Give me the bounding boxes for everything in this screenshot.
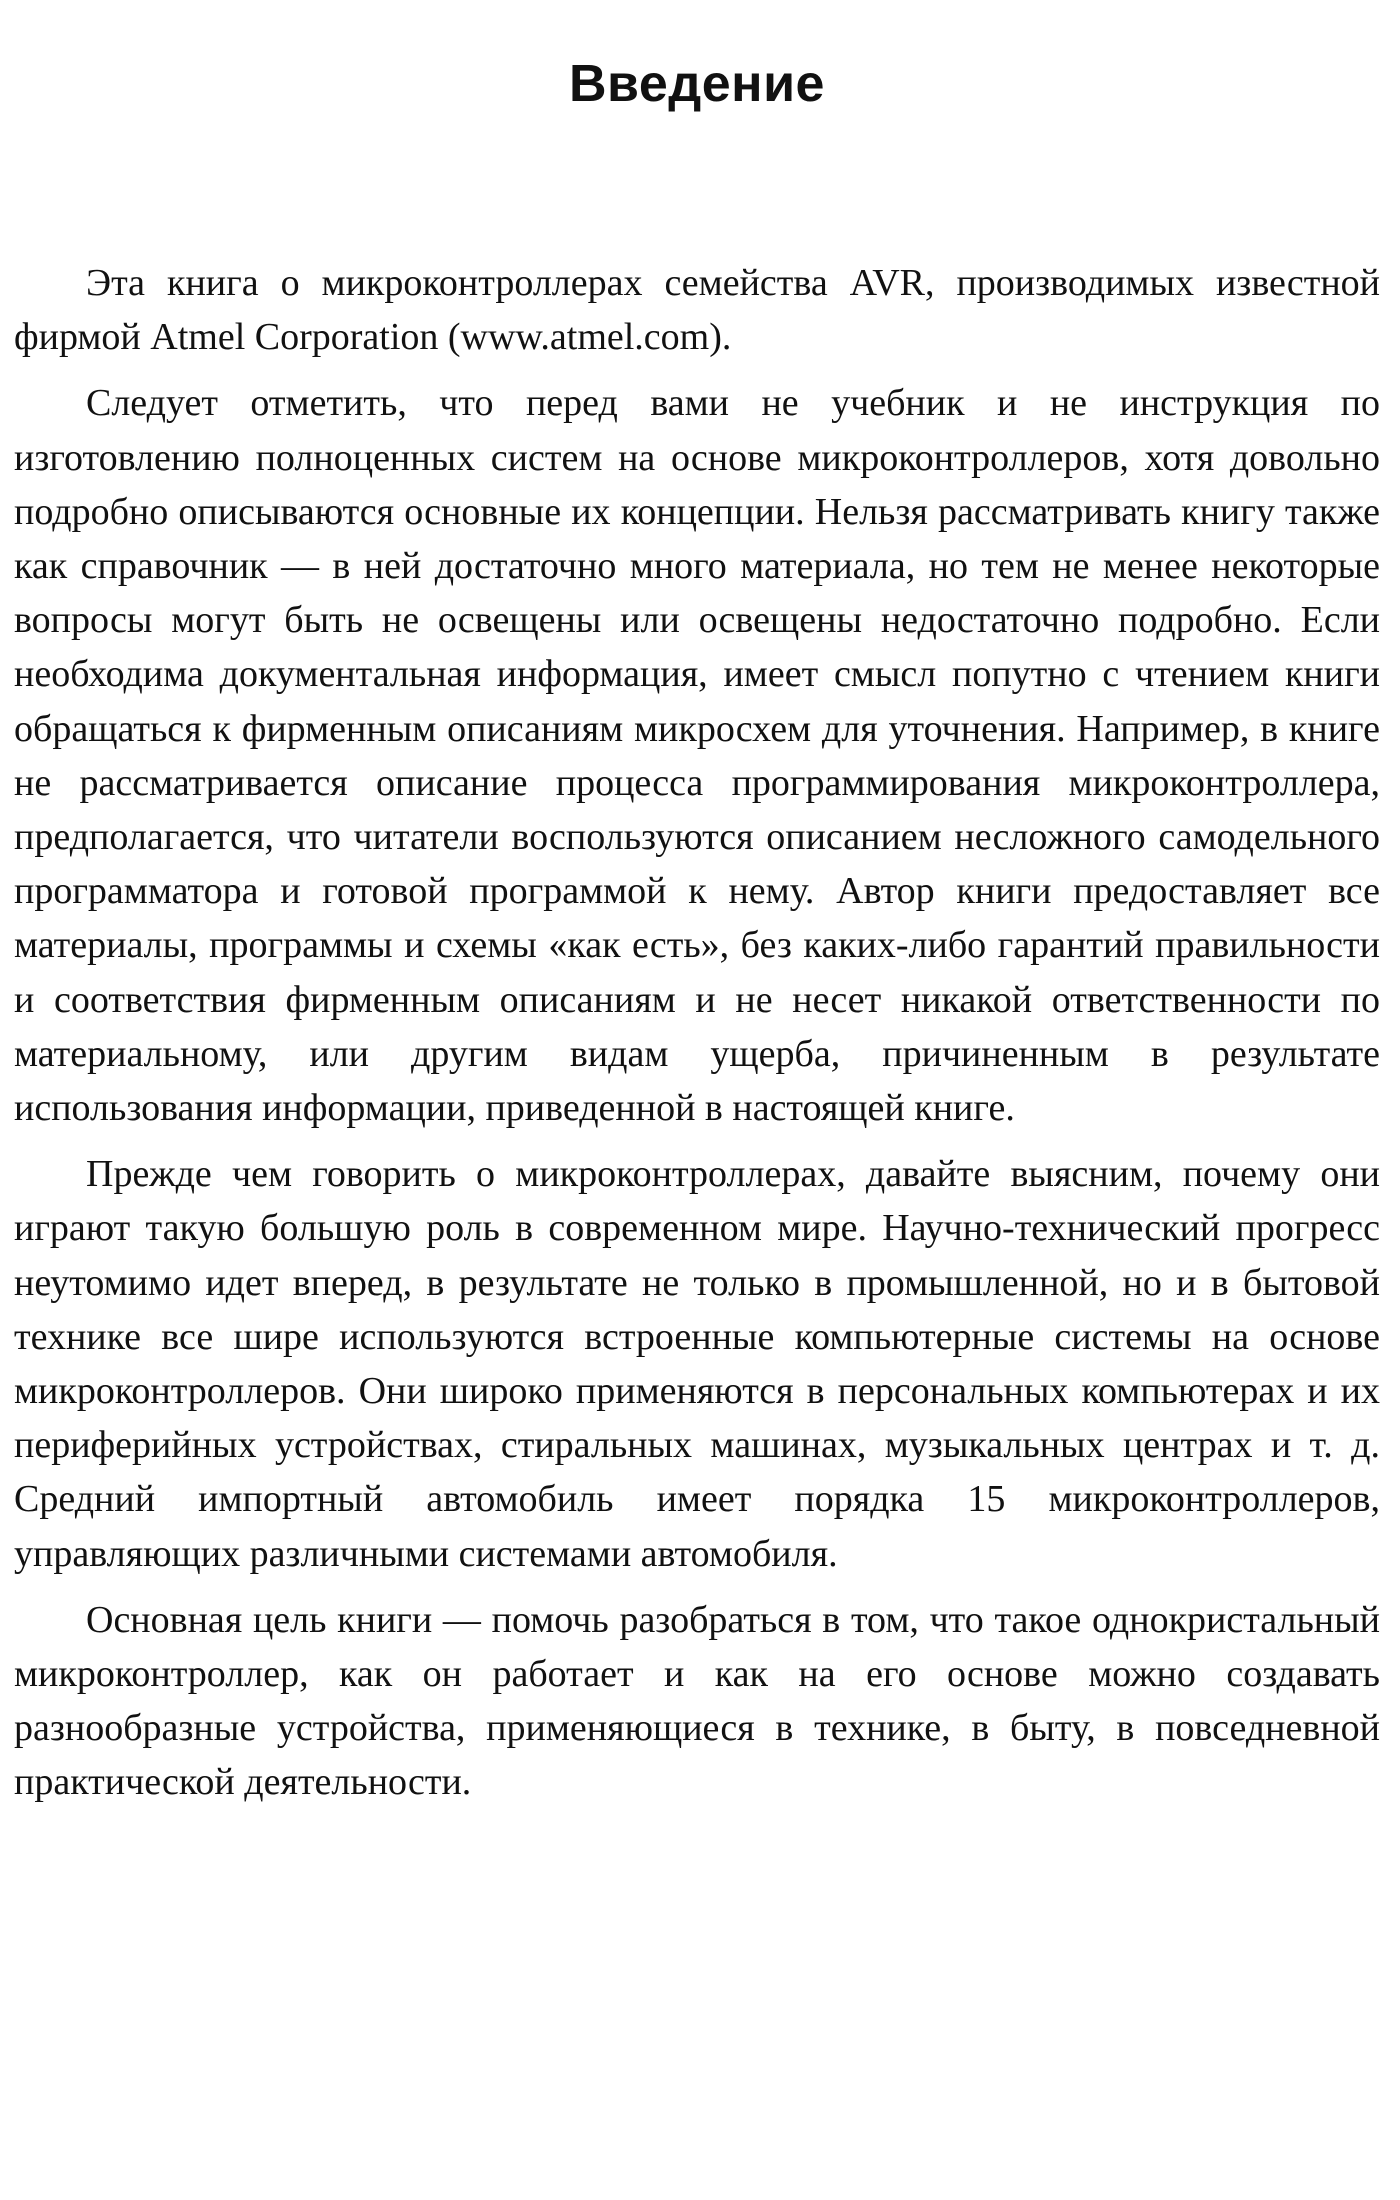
chapter-title: Введение <box>569 55 825 113</box>
paragraph-1: Эта книга о микроконтроллерах семейства AVR, производимых известной фирмой Atmel Corporation (www.atmel.com). <box>14 262 1380 359</box>
paragraph-3: Прежде чем говорить о микроконтроллерах, давайте выясним, почему они играют такую большую роль в современном мире. Научно-технический прогресс неутомимо идет вперед, в результате не только в промышленной, но и в бытовой технике все шире используются встроенные компьютерные системы на основе микроконтроллеров. Они широко применяются в персональных компьютерах и их периферийных устройствах, стиральных машинах, музыкальных центрах и т. д. Средний импортный автомобиль имеет порядка 15 микроконтроллеров, управляющих различными системами автомобиля. <box>14 1153 1380 1575</box>
paragraph-4: Основная цель книги — помочь разобраться в том, что такое однокристальный микроконтроллер, как он работает и как на его основе можно создавать разнообразные устройства, применяющиеся в технике, в быту, в повседневной практической деятельности. <box>14 1598 1380 1804</box>
chapter-body <box>14 256 1380 1810</box>
paragraph-2: Следует отметить, что перед вами не учебник и не инструкция по изготовлению полноценных систем на основе микроконтроллеров, хотя довольно подробно описываются основные их концепции. Нельзя рассматривать книгу также как справочник — в ней достаточно много материала, но тем не менее некоторые вопросы могут быть не освещены или освещены недостаточно подробно. Если необходима документальная информация, имеет смысл попутно с чтением книги обращаться к фирменным описаниям микросхем для уточнения. Например, в книге не рассматривается описание процесса программирования микроконтроллера, предполагается, что читатели воспользуются описанием несложного самодельного программатора и готовой программой к нему. Автор книги предоставляет все материалы, программы и схемы «как есть», без каких-либо гарантий правильности и соответствия фирменным описаниям и не несет никакой ответственности по материальному, или другим видам ущерба, причиненным в результате использования информации, приведенной в настоящей книге. <box>14 382 1380 1130</box>
